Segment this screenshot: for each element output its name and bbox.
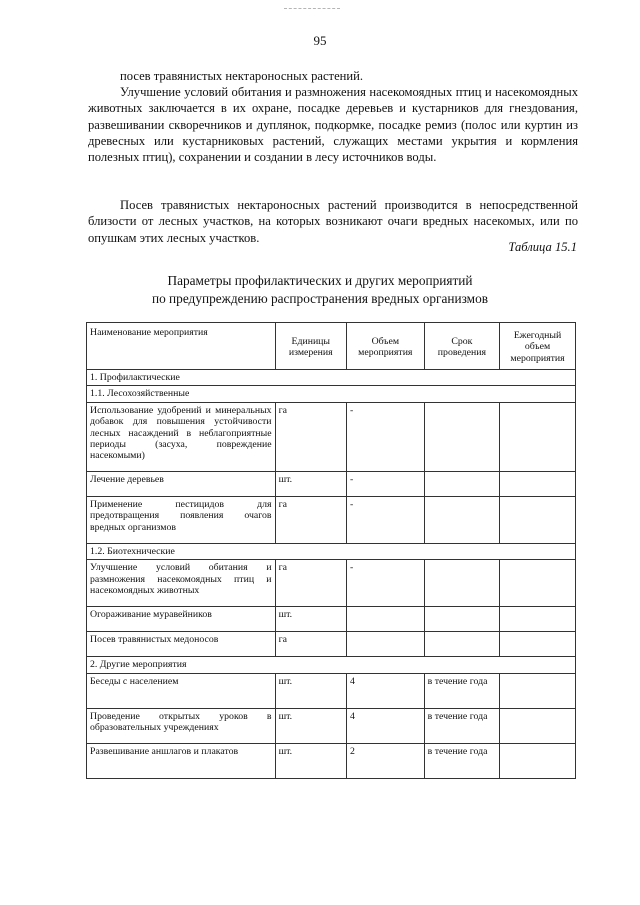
measures-table — [86, 322, 576, 779]
cell-units: шт. — [275, 471, 346, 496]
cell-term — [424, 496, 499, 543]
cell-volume: 2 — [346, 743, 424, 778]
paragraph-1: посев травянистых нектароносных растений. — [120, 69, 364, 83]
cell-volume: - — [346, 471, 424, 496]
cell-units: шт. — [275, 743, 346, 778]
table-row — [87, 673, 576, 708]
cell-volume: - — [346, 496, 424, 543]
section-row — [87, 386, 576, 402]
cell-term — [424, 632, 499, 657]
cell-volume — [346, 607, 424, 632]
cell-term — [424, 607, 499, 632]
cell-units: шт. — [275, 673, 346, 708]
cell-term — [424, 471, 499, 496]
table-row — [87, 560, 576, 607]
cell-name: Проведение открытых уроков в образовательных учреждениях — [87, 708, 276, 743]
cell-annual — [500, 743, 576, 778]
cell-annual — [500, 673, 576, 708]
section-1: 1. Профилактические — [87, 370, 576, 386]
cell-annual — [500, 471, 576, 496]
header-annual: Ежегодный объем мероприятия — [500, 323, 576, 370]
cell-name: Использование удобрений и минеральных добавок для повышения устойчивости лесных насаждений в неблагоприятные периоды (засуха, повреждение насекомыми) — [87, 402, 276, 471]
cell-units: га — [275, 402, 346, 471]
cell-volume — [346, 632, 424, 657]
cell-term — [424, 402, 499, 471]
table-title-line-2: по предупреждению распространения вредных организмов — [151, 291, 489, 306]
table-row — [87, 708, 576, 743]
cell-volume: 4 — [346, 708, 424, 743]
section-row — [87, 543, 576, 559]
cell-annual — [500, 607, 576, 632]
cell-name: Улучшение условий обитания и размножения насекомоядных птиц и насекомоядных животных — [87, 560, 276, 607]
table-title-line-1: Параметры профилактических и других мероприятий — [167, 273, 473, 288]
cell-name: Применение пестицидов для предотвращения появления очагов вредных организмов — [87, 496, 276, 543]
cell-name: Беседы с населением — [87, 673, 276, 708]
scan-header-mark — [284, 8, 340, 11]
section-row — [87, 657, 576, 673]
section-2: 2. Другие мероприятия — [87, 657, 576, 673]
cell-term: в течение года — [424, 743, 499, 778]
paragraph-3: Посев травянистых нектароносных растений производится в непосредственной близости от лесных участков, на которых возникают очаги вредных насекомых, или по опушкам этих лесных участков. — [88, 198, 578, 245]
table-row — [87, 607, 576, 632]
cell-volume: 4 — [346, 673, 424, 708]
table-title — [0, 272, 640, 308]
cell-name: Посев травянистых медоносов — [87, 632, 276, 657]
cell-volume: - — [346, 402, 424, 471]
cell-name: Развешивание аншлагов и плакатов — [87, 743, 276, 778]
table-row — [87, 402, 576, 471]
cell-annual — [500, 708, 576, 743]
cell-name: Огораживание муравейников — [87, 607, 276, 632]
cell-name: Лечение деревьев — [87, 471, 276, 496]
cell-units: га — [275, 632, 346, 657]
cell-annual — [500, 560, 576, 607]
cell-term: в течение года — [424, 708, 499, 743]
cell-units: шт. — [275, 708, 346, 743]
cell-annual — [500, 496, 576, 543]
table-label: Таблица 15.1 — [508, 240, 577, 254]
table-row — [87, 471, 576, 496]
section-1-1: 1.1. Лесохозяйственные — [87, 386, 576, 402]
table-row — [87, 743, 576, 778]
header-name: Наименование мероприятия — [87, 323, 276, 370]
table-header-row — [87, 323, 576, 370]
cell-units: га — [275, 496, 346, 543]
table-row — [87, 632, 576, 657]
cell-term — [424, 560, 499, 607]
cell-volume: - — [346, 560, 424, 607]
header-volume: Объем мероприятия — [346, 323, 424, 370]
cell-annual — [500, 632, 576, 657]
header-term: Срок проведения — [424, 323, 499, 370]
table-row — [87, 496, 576, 543]
section-row — [87, 370, 576, 386]
cell-units: шт. — [275, 607, 346, 632]
page-number: 95 — [313, 33, 327, 48]
cell-annual — [500, 402, 576, 471]
section-1-2: 1.2. Биотехнические — [87, 543, 576, 559]
cell-units: га — [275, 560, 346, 607]
header-units: Единицы измерения — [275, 323, 346, 370]
cell-term: в течение года — [424, 673, 499, 708]
paragraph-2: Улучшение условий обитания и размножения насекомоядных птиц и насекомоядных животных заключается в их охране, посадке деревьев и кустарников для гнездования, развешивании скворечников и дуплянок, подкормке, посадке ремиз (полос или куртин из древесных или кустарниковых растений, служащих местами укрытия и кормления полезных птиц), сохранении и создании в лесу источников воды. — [88, 85, 578, 165]
